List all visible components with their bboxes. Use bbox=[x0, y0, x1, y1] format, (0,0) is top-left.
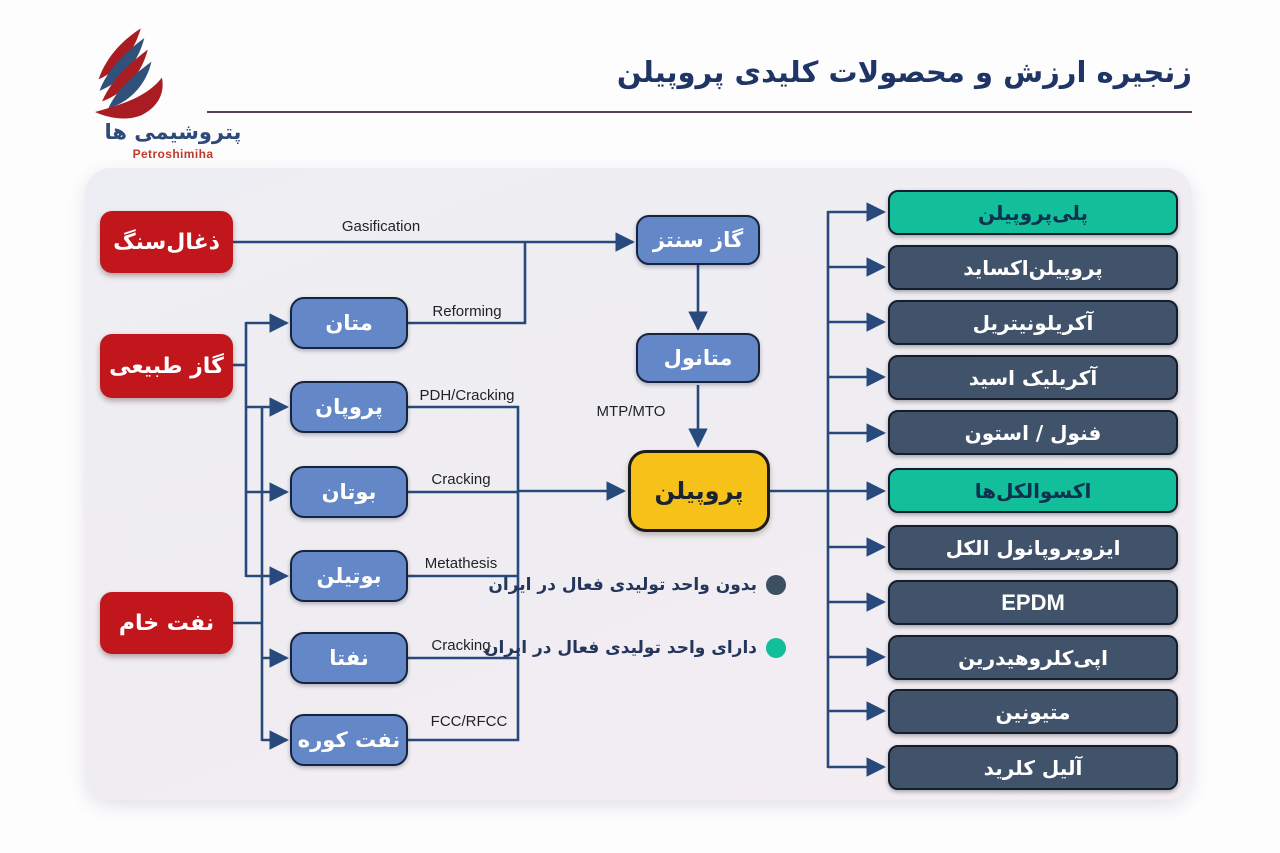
node-propylene: پروپیلن bbox=[628, 450, 770, 532]
legend-label: بدون واحد تولیدی فعال در ایران bbox=[488, 575, 757, 595]
brand-name-latin: Petroshimiha bbox=[132, 147, 214, 161]
node-methane: متان bbox=[290, 297, 408, 349]
process-label-cracking-naphtha: Cracking bbox=[431, 637, 491, 654]
node-fuel-oil: نفت کوره bbox=[290, 714, 408, 766]
title-divider bbox=[207, 111, 1192, 113]
node-allyl-chloride: آلیل کلرید bbox=[888, 745, 1178, 790]
node-acrylonitrile: آکریلونیتریل bbox=[888, 300, 1178, 345]
node-propylene-oxide: پروپیلن‌اکساید bbox=[888, 245, 1178, 290]
node-coal: ذغال‌سنگ bbox=[100, 211, 233, 273]
process-label-gasification: Gasification bbox=[341, 218, 421, 235]
process-label-reforming: Reforming bbox=[432, 303, 502, 320]
node-isopropanol-alcohol: ایزوپروپانول الکل bbox=[888, 525, 1178, 570]
node-butylene: بوتیلن bbox=[290, 550, 408, 602]
petroshimiha-logo-icon bbox=[88, 26, 176, 124]
process-label-cracking-butane: Cracking bbox=[431, 471, 491, 488]
node-methionine: متیونین bbox=[888, 689, 1178, 734]
process-label-fcc-rfcc: FCC/RFCC bbox=[430, 713, 508, 730]
node-epichlorohydrin: اپی‌کلروهیدرین bbox=[888, 635, 1178, 680]
process-label-mtp-mto: MTP/MTO bbox=[596, 403, 666, 420]
node-acrylic-acid: آکریلیک اسید bbox=[888, 355, 1178, 400]
node-phenol-acetone: فنول / استون bbox=[888, 410, 1178, 455]
node-natural-gas: گاز طبیعی bbox=[100, 334, 233, 398]
node-epdm: EPDM bbox=[888, 580, 1178, 625]
legend-item-has-active-unit bbox=[483, 637, 786, 659]
node-crude-oil: نفت خام bbox=[100, 592, 233, 654]
node-naphtha: نفتا bbox=[290, 632, 408, 684]
inactive-status-dot-icon bbox=[766, 575, 786, 595]
node-propane: پروپان bbox=[290, 381, 408, 433]
page-title: زنجیره ارزش و محصولات کلیدی پروپیلن bbox=[616, 55, 1192, 89]
legend-item-no-active-unit bbox=[488, 574, 786, 596]
process-label-metathesis: Metathesis bbox=[424, 555, 498, 572]
active-status-dot-icon bbox=[766, 638, 786, 658]
node-syngas: گاز سنتز bbox=[636, 215, 760, 265]
node-butane: بوتان bbox=[290, 466, 408, 518]
node-polypropylene: پلی‌پروپیلن bbox=[888, 190, 1178, 235]
node-oxo-alcohols: اکسوالکل‌ها bbox=[888, 468, 1178, 513]
node-methanol: متانول bbox=[636, 333, 760, 383]
process-label-pdh-cracking: PDH/Cracking bbox=[419, 387, 515, 404]
brand-name-persian: پتروشیمی ها bbox=[104, 120, 242, 144]
legend-label: دارای واحد تولیدی فعال در ایران bbox=[483, 638, 757, 658]
